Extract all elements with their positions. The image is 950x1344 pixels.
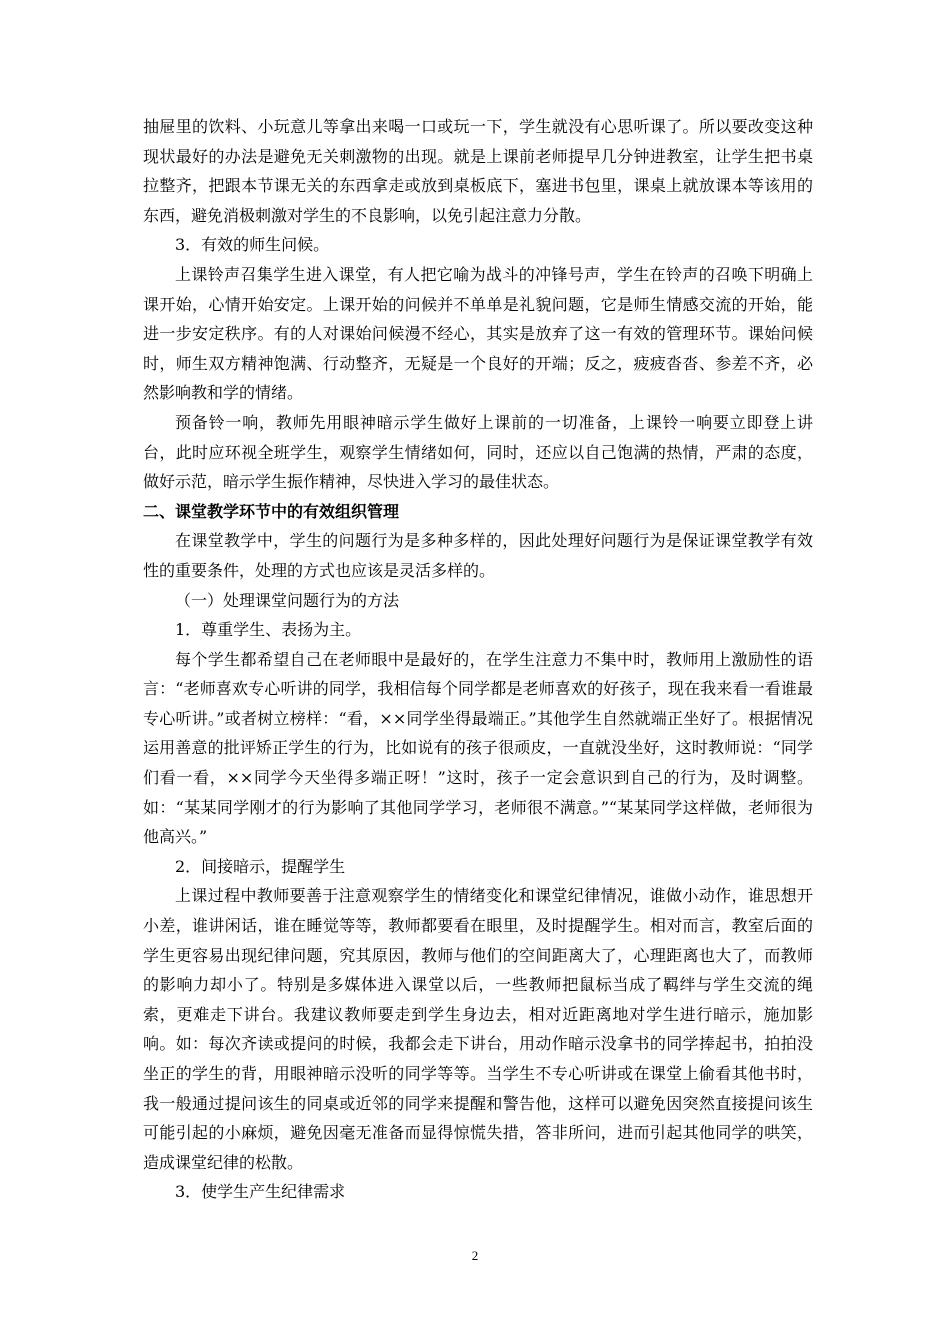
subheading-discipline-need: 3．使学生产生纪律需求 [175,1182,346,1202]
paragraph-problem-behavior: 在课堂教学中，学生的问题行为是多种多样的，因此处理好问题行为是保证课堂教学有效性的重要条件，处理的方式也应该是灵活多样的。 [143,531,813,580]
paragraph-praise-examples: 每个学生都希望自己在老师眼中是最好的，在学生注意力不集中时，教师用上激励性的语言：“老师喜欢专心听讲的同学，我相信每个同学都是老师喜欢的好孩子，现在我来看一看谁最专心听讲。”或者树立榜样：“看，××同学坐得最端正。”其他学生自然就端正坐好了。根据情况运用善意的批评矫正学生的行为，比如说有的孩子很顽皮，一直就没坐好，这时教师说：“同学们看一看，××同学今天坐得多端正呀！”这时，孩子一定会意识到自己的行为，及时调整。如：“某某同学刚才的行为影响了其他同学学习，老师很不满意。”“某某同学这样做，老师很为他高兴。” [143,649,813,847]
paragraph-bell-greeting: 上课铃声召集学生进入课堂，有人把它喻为战斗的冲锋号声，学生在铃声的召唤下明确上课开始，心情开始安定。上课开始的问候并不单单是礼貌问题，它是师生情感交流的开始，能进一步安定秩序。有的人对课始问候漫不经心，其实是放弃了这一有效的管理环节。课始问候时，师生双方精神饱满、行动整齐，无疑是一个良好的开端；反之，疲疲沓沓、参差不齐，必然影响教和学的情绪。 [143,264,813,403]
section-heading-two: 二、课堂教学环节中的有效组织管理 [143,501,400,521]
subheading-respect-praise: 1．尊重学生、表扬为主。 [175,620,362,640]
subheading-effective-greeting: 3．有效的师生问候。 [175,235,330,255]
subheading-methods: （一）处理课堂问题行为的方法 [175,590,400,610]
paragraph-indirect-hint: 上课过程中教师要善于注意观察学生的情绪变化和课堂纪律情况，谁做小动作，谁思想开小差，谁讲闲话，谁在睡觉等等，教师都要看在眼里，及时提醒学生。相对而言，教室后面的学生更容易出现纪律问题，究其原因，教师与他们的空间距离大了，心理距离也大了，而教师的影响力却小了。特别是多媒体进入课堂以后，一些教师把鼠标当成了羁绊与学生交流的绳索，更难走下讲台。我建议教师要走到学生身边去，相对近距离地对学生进行暗示，施加影响。如：每次齐读或提问的时候，我都会走下讲台，用动作暗示没拿书的同学捧起书，拍拍没坐正的学生的背，用眼神暗示没听的同学等等。当学生不专心听讲或在课堂上偷看其他书时，我一般通过提问该生的同桌或近邻的同学来提醒和警告他，这样可以避免因突然直接提问该生可能引起的小麻烦，避免因毫无准备而显得惊慌失措，答非所问，进而引起其他同学的哄笑，造成课堂纪律的松散。 [143,886,813,1172]
document-body [143,112,813,1207]
page-number: 2 [471,1248,479,1263]
subheading-indirect-hint: 2．间接暗示，提醒学生 [175,856,346,876]
paragraph-continuation: 抽屉里的饮料、小玩意儿等拿出来喝一口或玩一下，学生就没有心思听课了。所以要改变这种现状最好的办法是避免无关刺激物的出现。就是上课前老师提早几分钟进教室，让学生把书桌拉整齐，把跟本节课无关的东西拿走或放到桌板底下，塞进书包里，课桌上就放课本等该用的东西，避免消极刺激对学生的不良影响，以免引起注意力分散。 [143,117,813,225]
paragraph-preparation-bell: 预备铃一响，教师先用眼神暗示学生做好上课前的一切准备，上课铃一响要立即登上讲台，此时应环视全班学生，观察学生情绪如何，同时，还应以自己饱满的热情，严肃的态度，做好示范，暗示学生振作精神，尽快进入学习的最佳状态。 [143,412,813,492]
